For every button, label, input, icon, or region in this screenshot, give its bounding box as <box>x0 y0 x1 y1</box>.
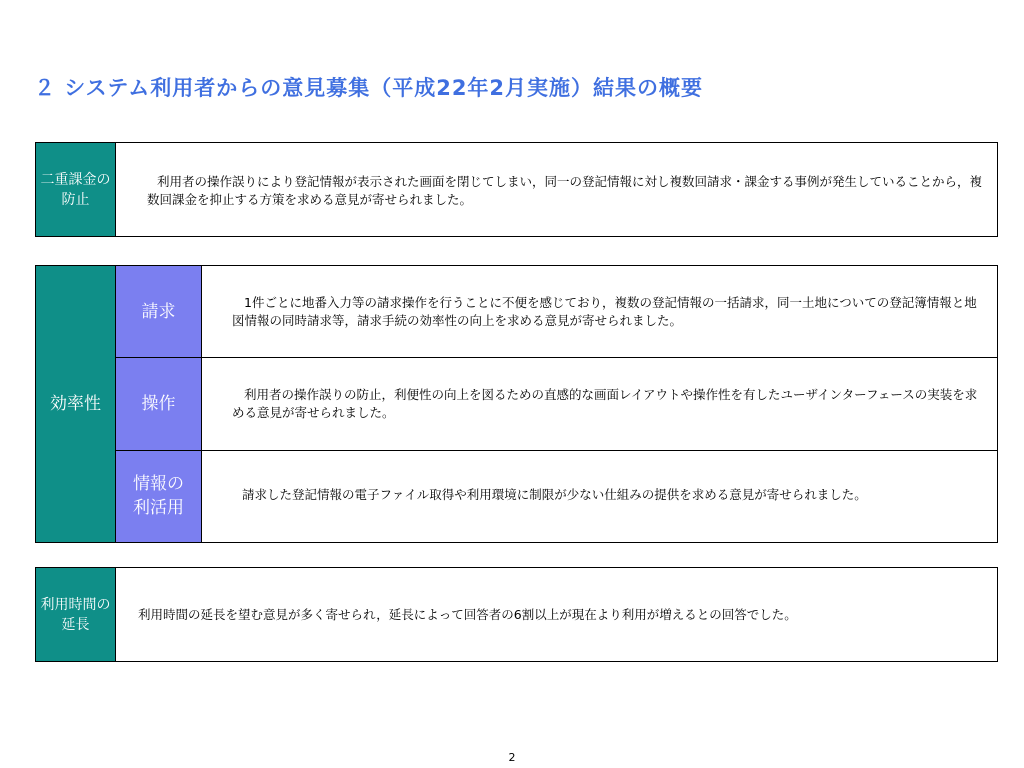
section-label-text: 効率性 <box>50 394 101 414</box>
section-label-efficiency <box>36 266 116 542</box>
row-label-operation <box>116 358 202 449</box>
section-double-billing <box>35 142 998 237</box>
efficiency-row-request <box>116 266 997 358</box>
section-text-double-billing: 利用者の操作誤りにより登記情報が表示された画面を閉じてしまい，同一の登記情報に対し複数回請求・課金する事例が発生していることから，複数回課金を抑止する方策を求める意見が寄せられました。 <box>147 174 983 207</box>
section-label-double-billing <box>36 143 116 236</box>
page-title: ２ システム利用者からの意見募集（平成22年2月実施）結果の概要 <box>34 76 704 100</box>
row-text-operation: 利用者の操作誤りの防止，利便性の向上を図るための直感的な画面レイアウトや操作性を有したユーザインターフェースの実装を求める意見が寄せられました。 <box>232 387 978 421</box>
row-label-utilization <box>116 451 202 542</box>
section-efficiency <box>35 265 998 543</box>
row-label-request <box>116 266 202 357</box>
row-text-request: 1件ごとに地番入力等の請求操作を行うことに不便を感じており，複数の登記情報の一括請求，同一土地についての登記簿情報と地図情報の同時請求等，請求手続の効率性の向上を求める意見が寄せられました。 <box>232 295 977 328</box>
section-hours-extension <box>35 567 998 662</box>
efficiency-row-utilization <box>116 451 997 542</box>
row-label-text: 操作 <box>141 393 176 414</box>
row-label-text: 情報の利活用 <box>133 474 184 519</box>
section-label-text: 利用時間の延長 <box>40 596 111 633</box>
row-text-utilization: 請求した登記情報の電子ファイル取得や利用環境に制限が少ない仕組みの提供を求める意見が寄せられました。 <box>242 486 867 502</box>
section-text-hours-extension: 利用時間の延長を望む意見が多く寄せられ，延長によって回答者の6割以上が現在より利用が増えるとの回答でした。 <box>138 607 797 622</box>
page-number: 2 <box>508 751 516 764</box>
efficiency-rows <box>116 266 997 542</box>
section-label-hours-extension <box>36 568 116 661</box>
efficiency-row-operation <box>116 358 997 450</box>
section-label-text: 二重課金の防止 <box>40 171 111 208</box>
row-label-text: 請求 <box>141 301 176 322</box>
